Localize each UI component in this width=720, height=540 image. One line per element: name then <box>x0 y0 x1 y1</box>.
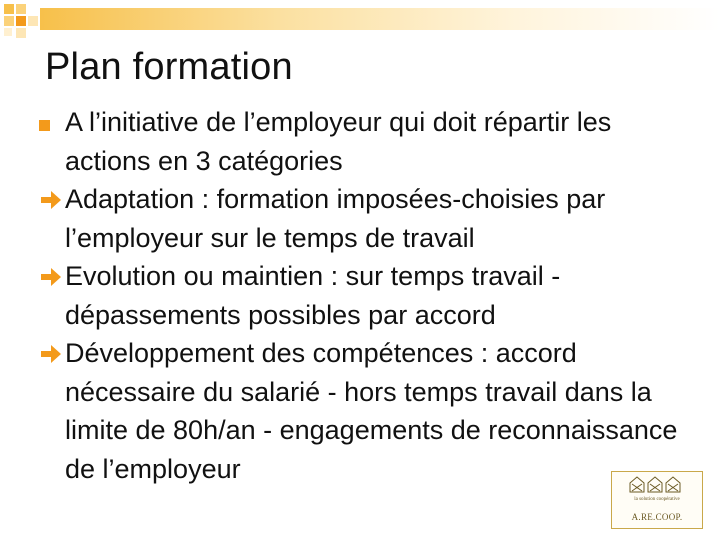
houses-emblem-icon <box>612 472 702 498</box>
sub-item-text: Développement des compétences : accord nécessaire du salarié - hors temps travail dans la limite de 80h/an - engagements de reconnaissance de l’employeur <box>65 338 678 484</box>
square-bullet-icon <box>39 120 50 131</box>
arrow-right-icon <box>39 263 63 291</box>
sub-item-evolution <box>40 257 700 334</box>
arecoop-logo <box>611 471 703 529</box>
main-bullet <box>40 103 700 180</box>
logo-name: A.RE.COOP. <box>631 512 683 522</box>
sub-item-adaptation <box>40 180 700 257</box>
sub-item-developpement <box>40 334 700 488</box>
slide-content <box>40 103 700 488</box>
arrow-right-icon <box>39 186 63 214</box>
slide-title: Plan formation <box>45 46 293 88</box>
sub-item-text: Adaptation : formation imposées-choisies par l’employeur sur le temps de travail <box>65 184 606 253</box>
main-bullet-text: A l’initiative de l’employeur qui doit répartir les actions en 3 catégories <box>65 107 612 176</box>
arrow-right-icon <box>39 340 63 368</box>
logo-tagline: la solution coopérative <box>634 497 680 502</box>
sub-item-text: Evolution ou maintien : sur temps travail - dépassements possibles par accord <box>65 261 561 330</box>
